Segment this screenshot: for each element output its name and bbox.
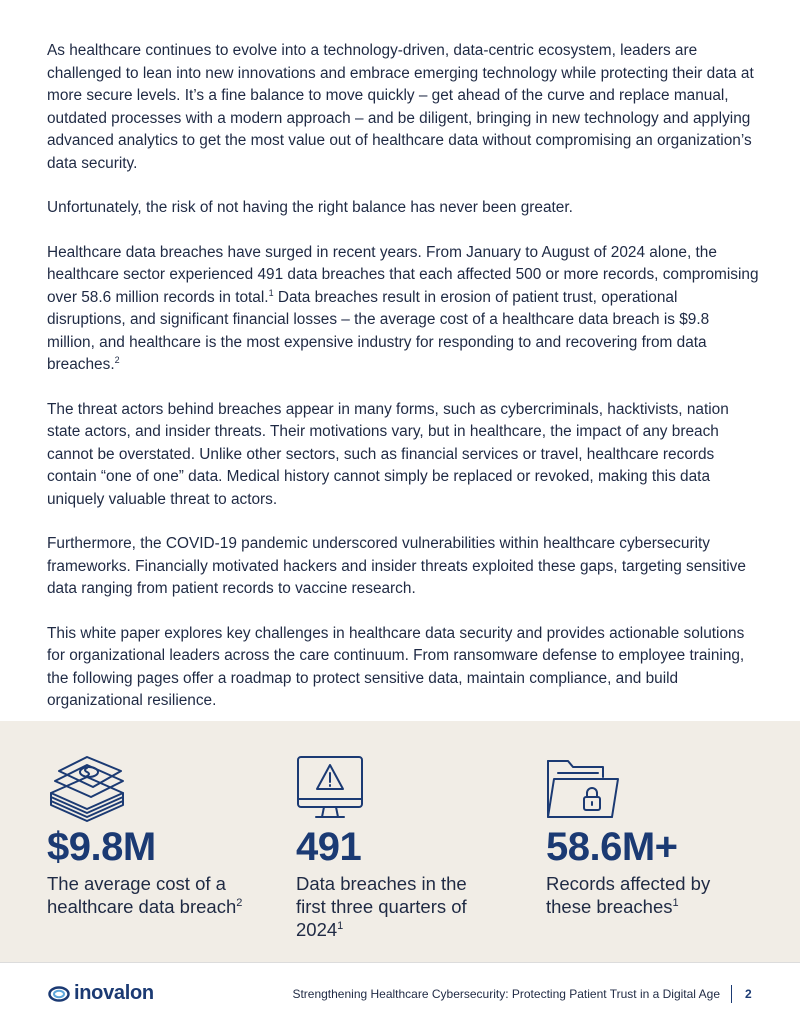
stats-band	[0, 721, 800, 962]
stat-label-text: Data breaches in the first three quarters of 2024	[296, 873, 467, 940]
footer-document-title: Strengthening Healthcare Cybersecurity: Protecting Patient Trust in a Digital Age	[292, 987, 720, 1001]
stat-value: 58.6M+	[546, 825, 678, 869]
logo-mark-icon	[48, 986, 70, 1002]
stat-label	[296, 872, 486, 941]
stat-value: $9.8M	[47, 825, 156, 869]
paragraph-breaches	[47, 242, 759, 377]
stat-label	[546, 872, 736, 918]
locked-folder-icon	[546, 753, 626, 823]
stat-label	[47, 872, 277, 918]
footnote-ref: 2	[236, 896, 243, 909]
stat-value: 491	[296, 825, 362, 869]
paragraph-threat-actors: The threat actors behind breaches appear in many forms, such as cybercriminals, hacktivists, nation state actors, and insider threats. Their motivations vary, but in healthcare, the impact of any breach cannot be overstated. Unlike other sectors, such as financial services or travel, healthcare records contain “one of one” data. Medical history cannot simply be replaced or revoked, making this data uniquely valuable threat to actors.	[47, 400, 729, 508]
paragraph-white-paper: This white paper explores key challenges in healthcare data security and provides actionable solutions for organizational leaders across the care continuum. From ransomware defense to employee training, the following pages offer a roadmap to protect sensitive data, maintain compliance, and build organizational resilience.	[47, 624, 745, 709]
stat-label-text: Records affected by these breaches	[546, 873, 711, 917]
paragraph-covid: Furthermore, the COVID-19 pandemic underscored vulnerabilities within healthcare cybersecurity frameworks. Financially motivated hackers and insider threats exploited these gaps, targeting sensitive data ranging from patient records to vaccine research.	[47, 535, 746, 597]
paragraph-breaches-part2: Data breaches result in erosion of patient trust, operational disruptions, and significant financial losses – the average cost of a healthcare data breach is $9.8 million, and healthcare is the most expensive industry for responding to and recovering from data breaches.	[47, 288, 710, 373]
money-stack-icon	[47, 753, 127, 823]
paragraph-breaches-part1: Healthcare data breaches have surged in recent years. From January to August of 2024 alone, the healthcare sector experienced 491 data breaches that each affected 500 or more records, compromising over 58.6 million records in total.	[47, 243, 759, 306]
footnote-ref: 1	[337, 919, 344, 932]
stat-label-text: The average cost of a healthcare data breach	[47, 873, 237, 917]
footnote-ref: 1	[672, 896, 679, 909]
page-number: 2	[745, 987, 752, 1001]
footnote-ref: 2	[114, 354, 120, 365]
monitor-warning-icon	[296, 753, 376, 823]
footer-separator	[731, 985, 732, 1003]
body-text	[47, 40, 759, 735]
paragraph-risk: Unfortunately, the risk of not having the right balance has never been greater.	[47, 199, 573, 216]
footer-divider	[0, 962, 800, 963]
footnote-ref: 1	[268, 287, 274, 298]
paragraph-intro: As healthcare continues to evolve into a technology-driven, data-centric ecosystem, leaders are challenged to lean into new innovations and embrace emerging technology while protecting their data at more secure levels. It’s a fine balance to move quickly – get ahead of the curve and replace manual, outdated processes with a modern approach – and be diligent, bringing in new technology and applying advanced analytics to get the most value out of healthcare data without compromising an organization’s data security.	[47, 42, 754, 172]
logo-text: inovalon	[74, 982, 154, 1004]
inovalon-logo	[48, 982, 154, 1005]
